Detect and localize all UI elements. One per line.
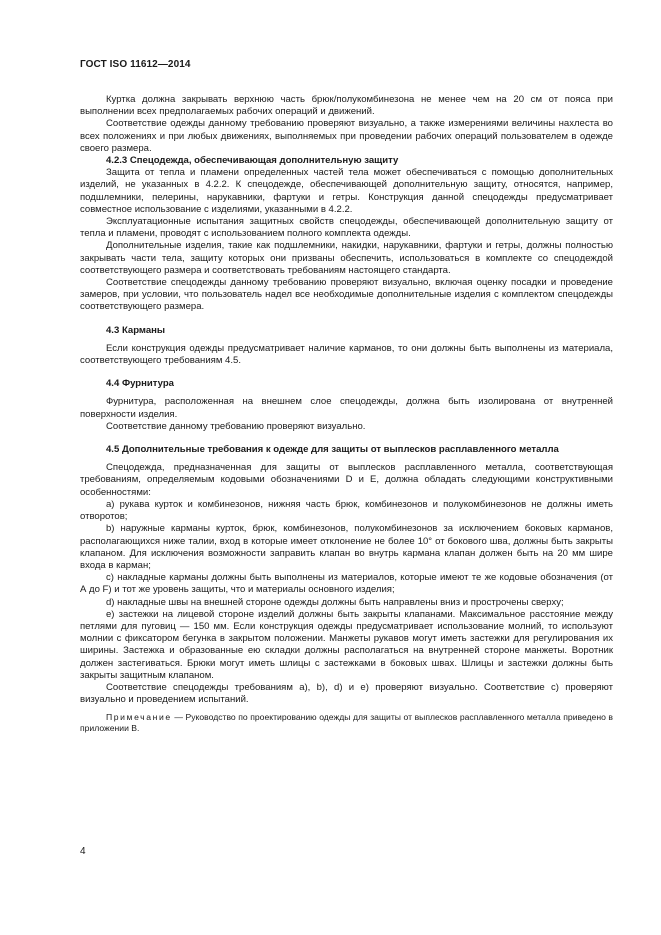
body-paragraph: Куртка должна закрывать верхнюю часть брюк/полукомбинезона не менее чем на 20 см от пояса при выполнении всех предполагаемых рабочих операций и движений.: [80, 94, 613, 118]
body-paragraph: e) застежки на лицевой стороне изделий должны быть закрыты клапанами. Максимальное расстояние между петлями для пуговиц — 150 мм. Если конструкция одежды предусматривает использование молний, то используют молнии с фиксатором бегунка в закрытом положении. Манжеты рукавов могут иметь застежки для регулирования их ширины. Застежка и образованные ею складки должны располагаться на внутренней стороне манжеты. Воротник должен застегиваться. Брюки могут иметь шлицы с застежками в боковых швах. Шлицы и застежки должны быть закрыты защитным клапаном.: [80, 608, 613, 681]
document-body: [80, 94, 613, 734]
body-paragraph: a) рукава курток и комбинезонов, нижняя часть брюк, комбинезонов и полукомбинезонов не должны иметь отворотов;: [80, 498, 613, 523]
body-paragraph: Если конструкция одежды предусматривает наличие карманов, то они должны быть выполнены из материала, соответствующего требованиям 4.5.: [80, 342, 613, 367]
section-title: Спецодежда, обеспечивающая дополнительную защиту: [129, 155, 399, 167]
spacer: [80, 314, 613, 325]
body-paragraph: Соответствие спецодежды данному требованию проверяют визуально, включая оценку посадки и проведение замеров, при условии, что пользователь надел все необходимые дополнительные изделия с комплектом спецодежды соответствующего размера.: [80, 277, 613, 313]
note-label: Примечание: [106, 712, 172, 723]
section-title: Карманы: [121, 324, 166, 336]
section-number: 4.5: [106, 444, 120, 456]
body-paragraph: Соответствие одежды данному требованию проверяют визуально, а также измерениями величины нахлеста во всех положениях и при любых движениях, выполняемых при проведении рабочих операций пользователем в одежде своего размера.: [80, 118, 613, 154]
section-heading: [80, 444, 613, 456]
body-paragraph: Фурнитура, расположенная на внешнем слое спецодежды, должна быть изолирована от внутренней поверхности изделия.: [80, 396, 613, 420]
body-paragraph: Спецодежда, предназначенная для защиты от выплесков расплавленного металла, соответствующая требованиям, определяемым кодовыми обозначениями D и Е, должна обладать следующими конструктивными особенностями:: [80, 462, 613, 498]
body-paragraph: d) накладные швы на внешней стороне одежды должны быть направлены вниз и прострочены сверху;: [106, 596, 564, 608]
spacer: [80, 433, 613, 444]
body-paragraph: Дополнительные изделия, такие как подшлемники, накидки, нарукавники, фартуки и гетры, должны полностью закрывать части тела, защиту которых они призваны обеспечить, использоваться в комплекте со спецодеждой соответствующего размера и соответствовать требованиям настоящего стандарта.: [80, 240, 613, 276]
section-title: Дополнительные требования к одежде для защиты от выплесков расплавленного металла: [121, 444, 559, 456]
body-paragraph: Защита от тепла и пламени определенных частей тела может обеспечиваться с помощью дополнительных изделий, не указанных в 4.2.2. К спецодежде, обеспечивающей дополнительную защиту, относятся, например, подшлемники, пелерины, нарукавники, фартуки и гетры. Конструкция данной спецодежды предусматривает совместное использование с изделиями, указанными в 4.2.2.: [80, 167, 613, 215]
section-title: Фурнитура: [121, 378, 174, 390]
body-paragraph: b) наружные карманы курток, брюк, комбинезонов, полукомбинезонов за исключением боковых карманов, располагающихся ниже талии, вход в которые имеет отклонение не более 10° от бокового шва, должны быть закрыты клапаном. Для исключения возможности заправить клапан во внутрь кармана клапан должен быть на 20 мм шире входа в карман;: [80, 523, 613, 571]
section-heading: [80, 155, 613, 167]
body-paragraph: Соответствие данному требованию проверяют визуально.: [106, 420, 366, 432]
section-heading: [80, 325, 613, 337]
note-paragraph: [80, 712, 613, 734]
section-heading: [80, 378, 613, 390]
note-text: — Руководство по проектированию одежды для защиты от выплесков расплавленного металла приведено в приложении В.: [80, 712, 613, 734]
section-number: 4.3: [106, 324, 120, 336]
body-paragraph: c) накладные карманы должны быть выполнены из материалов, которые имеют те же кодовые обозначения (от А до F) и тот же уровень защиты, что и материалы основного изделия;: [80, 572, 613, 596]
page-number: 4: [80, 846, 86, 857]
document-code-header: ГОСТ ISO 11612—2014: [80, 59, 191, 70]
spacer: [80, 367, 613, 378]
body-paragraph: Эксплуатационные испытания защитных свойств спецодежды, обеспечивающей дополнительную защиту от тепла и пламени, проводят с использованием полного комплекта одежды.: [80, 216, 613, 240]
body-paragraph: Соответствие спецодежды требованиям a), b), d) и e) проверяют визуально. Соответствие с) проверяют визуально и проведением испытаний.: [80, 681, 613, 706]
section-number: 4.4: [106, 378, 120, 390]
section-number: 4.2.3: [106, 155, 128, 167]
